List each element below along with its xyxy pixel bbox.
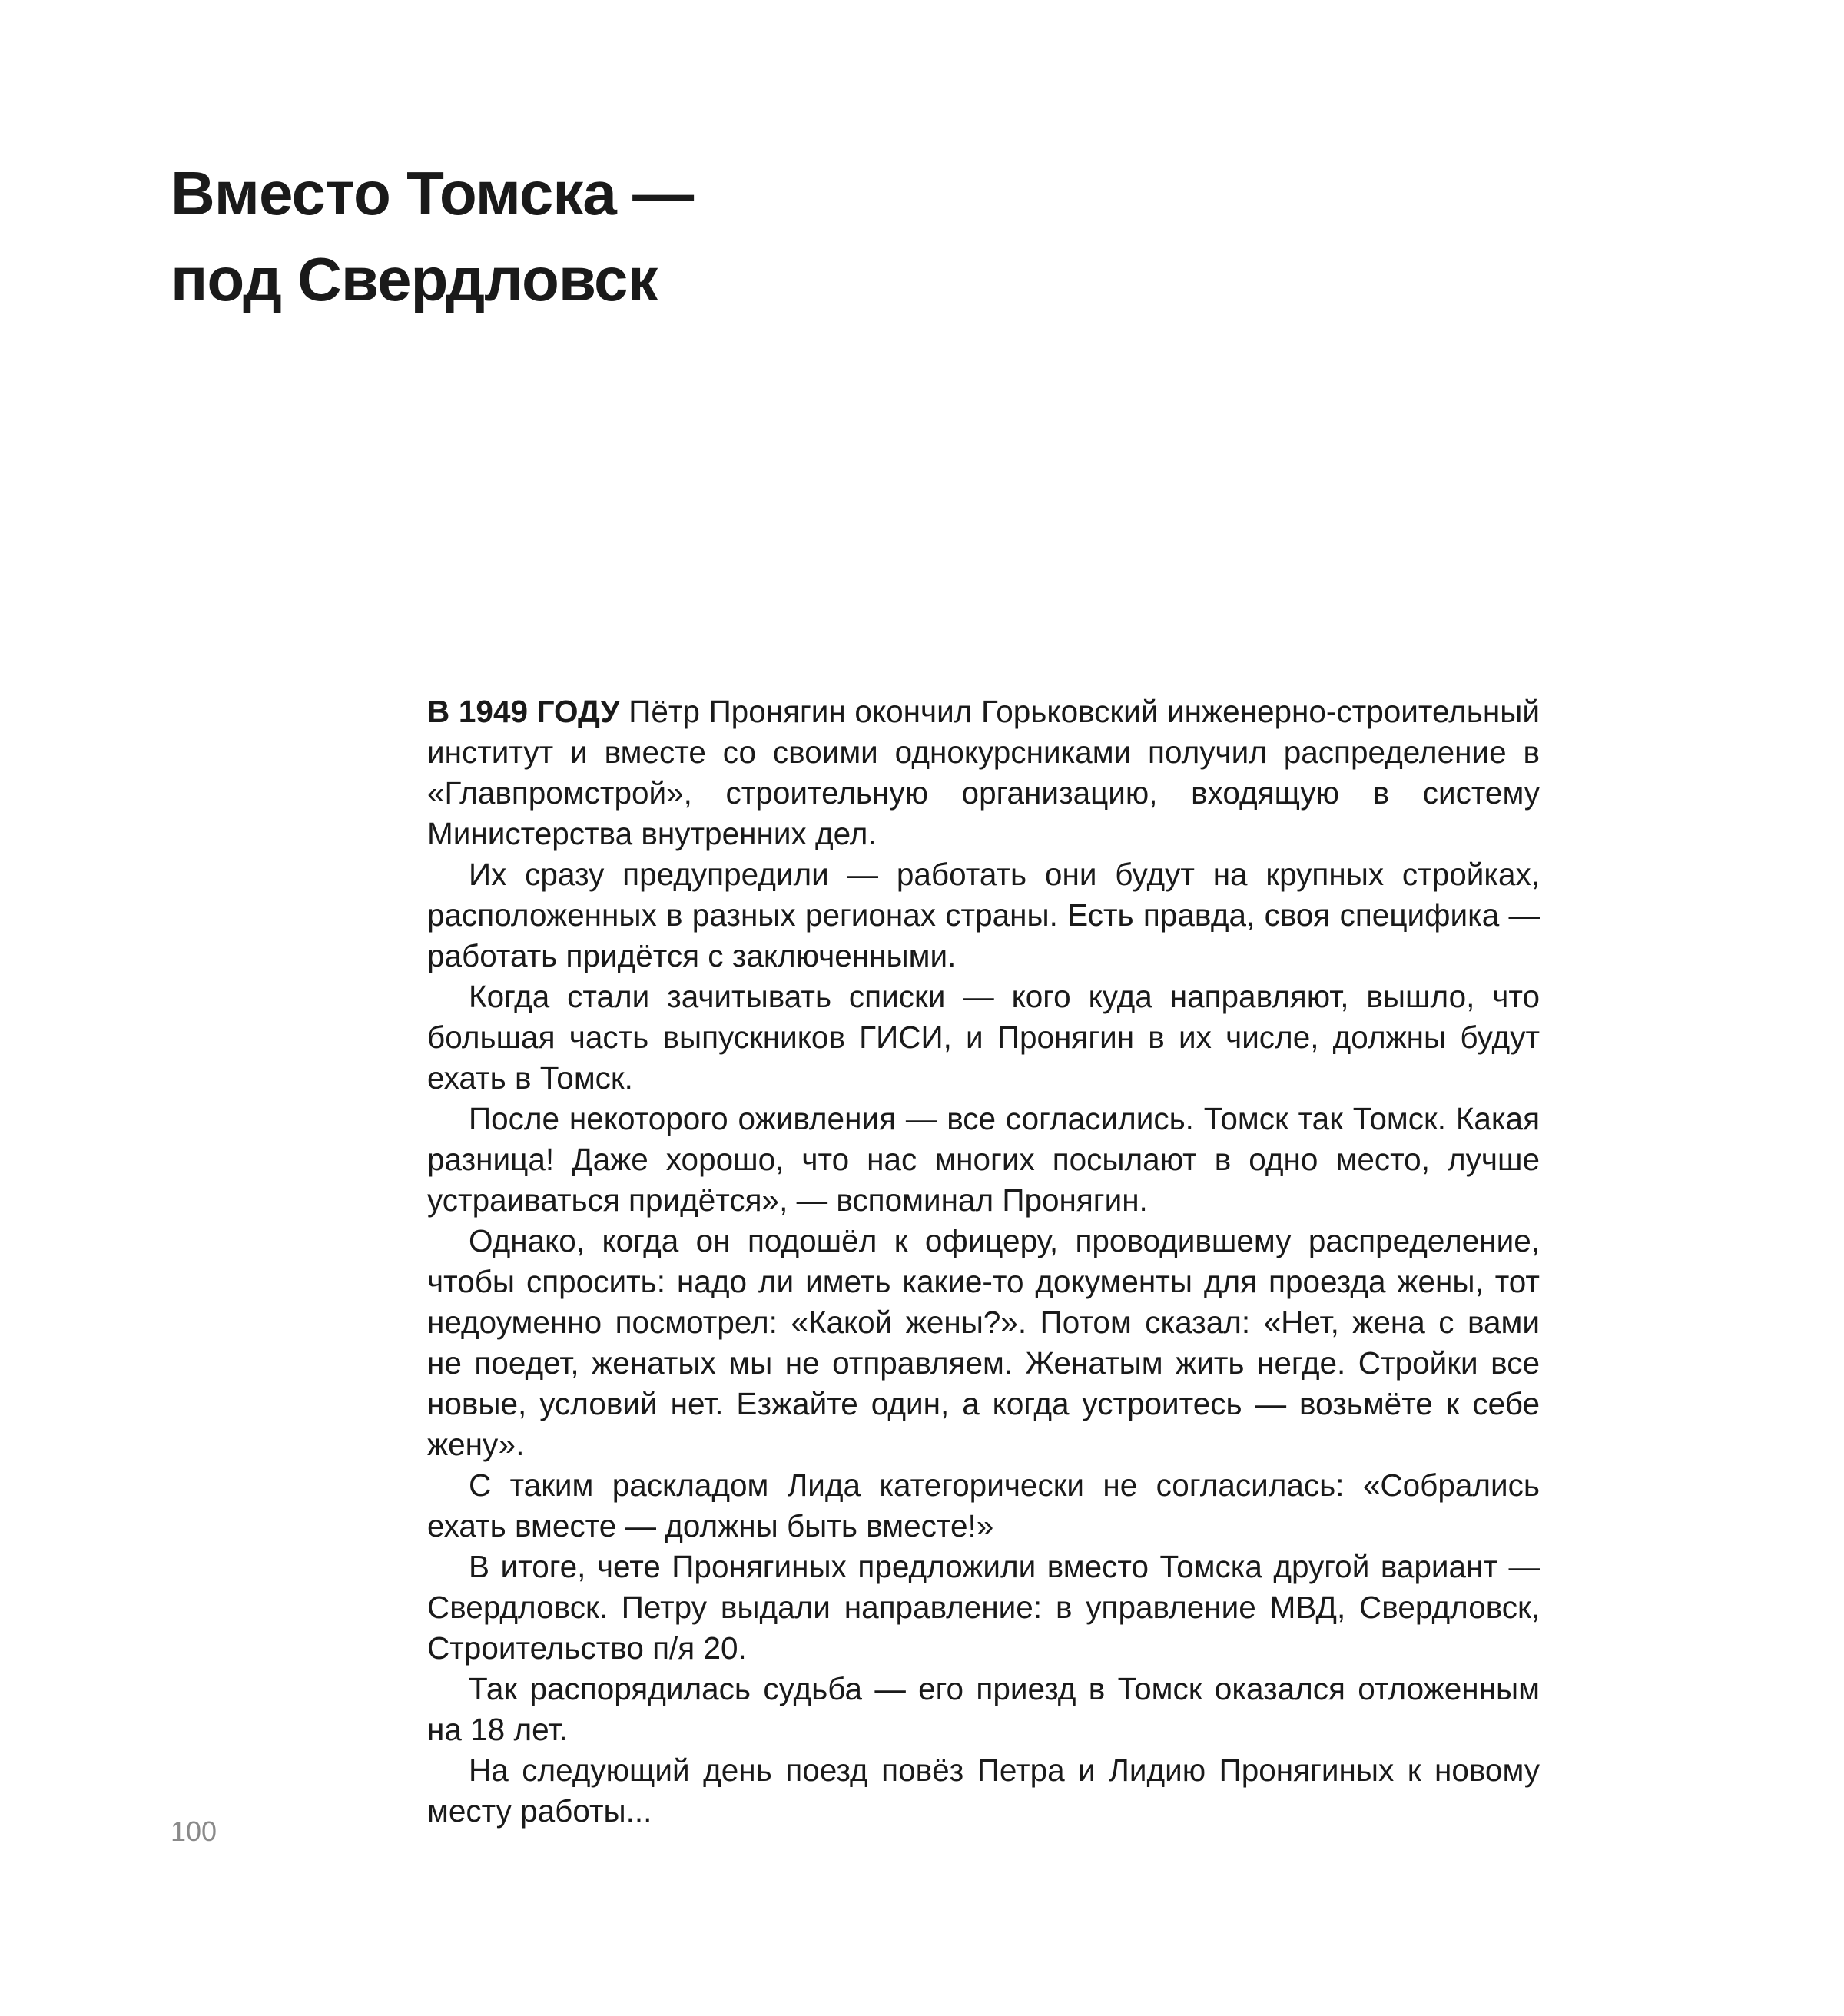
paragraph-5: Однако, когда он подошёл к офицеру, проводившему распределение, чтобы спросить: надо ли иметь какие-то документы для проезда жены, тот недоуменно посмотрел: «Какой жены?». Потом сказал: «Нет, жена с вами не поедет, женатых мы не отправляем. Женатым жить негде. Стройки все новые, условий нет. Езжайте один, а когда устроитесь — возьмёте к себе жену».: [427, 1223, 1540, 1462]
paragraph-1-text: Пётр Пронягин окончил Горьковский инженерно-строительный институт и вместе со своими однокурсниками получил распределение в «Главпромстрой», строительную организацию, входящую в систему Министерства внутренних дел.: [427, 694, 1540, 851]
paragraph-9: На следующий день поезд повёз Петра и Лидию Пронягиных к новому месту работы...: [427, 1752, 1540, 1829]
page-number: 100: [171, 1815, 217, 1847]
body-text: [427, 691, 1540, 1832]
chapter-title-line-2: под Свердловск: [171, 245, 658, 313]
paragraph-2: Их сразу предупредили — работать они будут на крупных стройках, расположенных в разных регионах страны. Есть правда, своя специфика — работать придётся с заключенными.: [427, 857, 1540, 973]
lead-in: В 1949 ГОДУ: [427, 694, 620, 729]
paragraph-8: Так распорядилась судьба — его приезд в Томск оказался отложенным на 18 лет.: [427, 1671, 1540, 1747]
paragraph-3: Когда стали зачитывать списки — кого куда направляют, вышло, что большая часть выпускников ГИСИ, и Пронягин в их числе, должны будут ехать в Томск.: [427, 979, 1540, 1096]
paragraph-7: В итоге, чете Пронягиных предложили вместо Томска другой вариант — Свердловск. Петру выдали направление: в управление МВД, Свердловск, Строительство п/я 20.: [427, 1549, 1540, 1666]
paragraph-6: С таким раскладом Лида категорически не согласилась: «Собрались ехать вместе — должны быть вместе!»: [427, 1467, 1540, 1544]
paragraph-1: [427, 691, 1540, 854]
chapter-title-line-1: Вместо Томска —: [171, 159, 694, 227]
chapter-title: [171, 151, 693, 323]
paragraph-4: После некоторого оживления — все согласились. Томск так Томск. Какая разница! Даже хорошо, что нас многих посылают в одно место, лучше устраиваться придётся», — вспоминал Пронягин.: [427, 1101, 1540, 1218]
